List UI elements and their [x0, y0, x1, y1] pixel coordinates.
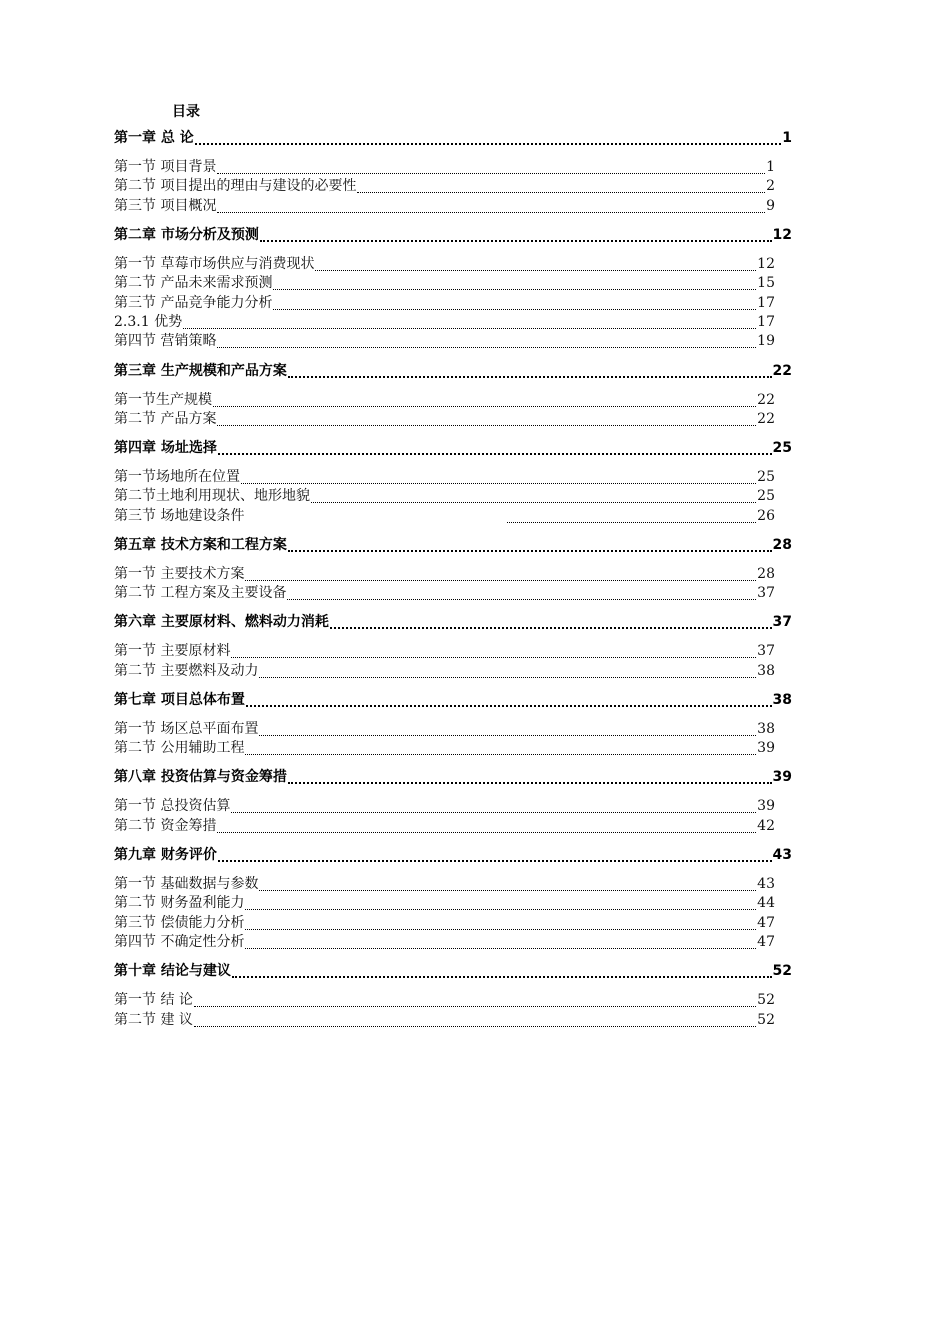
dot-leader — [218, 452, 772, 455]
toc-section-entry — [114, 391, 775, 410]
dot-leader — [231, 656, 756, 658]
dot-leader — [232, 975, 772, 978]
toc-page-number: 28 — [772, 537, 792, 553]
toc-section-entry — [114, 158, 775, 177]
toc-chapter-entry — [114, 691, 792, 710]
toc-chapter-entry — [114, 129, 792, 148]
toc-page-number: 47 — [757, 915, 775, 931]
toc-entry-label: 第二节 工程方案及主要设备 — [114, 585, 287, 601]
toc-entry-label: 2.3.1 优势 — [114, 314, 183, 330]
toc-chapter-entry — [114, 226, 792, 245]
dot-leader — [217, 172, 765, 174]
toc-page-number: 43 — [757, 876, 775, 892]
toc-section-entry — [114, 933, 775, 952]
dot-leader — [245, 928, 756, 930]
dot-leader — [259, 734, 756, 736]
toc-page-number: 37 — [772, 614, 792, 630]
toc-page-number: 1 — [766, 159, 775, 175]
dot-leader — [217, 346, 756, 348]
toc-section-entry — [114, 332, 775, 351]
toc-page-number: 17 — [757, 295, 775, 311]
toc-chapter-entry — [114, 439, 792, 458]
toc-entry-label: 第六章 主要原材料、燃料动力消耗 — [114, 614, 329, 630]
toc-section-entry — [114, 274, 775, 293]
toc-entry-label: 第一节 主要技术方案 — [114, 566, 245, 582]
dot-leader — [241, 482, 756, 484]
toc-section-entry — [114, 662, 775, 681]
toc-section-entry — [114, 720, 775, 739]
dot-leader — [194, 1025, 756, 1027]
toc-page-number: 52 — [757, 1012, 775, 1028]
toc-page-number: 39 — [772, 769, 792, 785]
toc-page-number: 42 — [757, 818, 775, 834]
toc-entry-label: 第一节 基础数据与参数 — [114, 876, 259, 892]
toc-entry-label: 第一节 结 论 — [114, 992, 193, 1008]
toc-page-number: 37 — [757, 585, 775, 601]
toc-entry-label: 第三节 偿债能力分析 — [114, 915, 245, 931]
dot-leader — [288, 375, 772, 378]
toc-section-entry — [114, 642, 775, 661]
toc-page-number: 39 — [757, 798, 775, 814]
toc-page-number: 15 — [757, 275, 775, 291]
dot-leader — [217, 424, 756, 426]
dot-leader — [217, 211, 765, 213]
dot-leader — [287, 598, 756, 600]
toc-page-number: 26 — [757, 508, 775, 524]
toc-entry-label: 第一节生产规模 — [114, 392, 212, 408]
toc-section-entry — [114, 817, 775, 836]
toc-entry-label: 第一章 总 论 — [114, 130, 194, 146]
dot-leader — [245, 753, 756, 755]
toc-chapter-entry — [114, 613, 792, 632]
dot-leader — [231, 811, 756, 813]
toc-entry-label: 第四节 营销策略 — [114, 333, 217, 349]
toc-entry-label: 第二节 产品未来需求预测 — [114, 275, 273, 291]
toc-page-number: 12 — [757, 256, 775, 272]
toc-page-number: 38 — [772, 692, 792, 708]
toc-section-entry — [114, 197, 775, 216]
dot-leader — [195, 142, 782, 145]
toc-entry-label: 第二节土地利用现状、地形地貌 — [114, 488, 310, 504]
toc-section-entry — [114, 255, 775, 274]
dot-leader — [213, 405, 756, 407]
toc-section-entry — [114, 1011, 775, 1030]
dot-leader — [259, 676, 756, 678]
dot-leader — [245, 908, 756, 910]
toc-entry-label: 第三节 场地建设条件 — [114, 508, 245, 524]
toc-chapter-entry — [114, 962, 792, 981]
toc-page-number: 52 — [772, 963, 792, 979]
toc-section-entry — [114, 410, 775, 429]
toc-page-number: 38 — [757, 663, 775, 679]
toc-page-number: 44 — [757, 895, 775, 911]
toc-page-number: 9 — [766, 198, 775, 214]
toc-entry-label: 第二节 产品方案 — [114, 411, 217, 427]
toc-section-entry — [114, 739, 775, 758]
toc-section-entry — [114, 584, 775, 603]
toc-page-number: 25 — [757, 488, 775, 504]
toc-page-number: 17 — [757, 314, 775, 330]
toc-entry-label: 第七章 项目总体布置 — [114, 692, 245, 708]
dot-leader — [245, 579, 756, 581]
toc-section-entry — [114, 507, 775, 526]
toc-entry-label: 第五章 技术方案和工程方案 — [114, 537, 287, 553]
toc-section-entry — [114, 468, 775, 487]
dot-leader — [273, 308, 756, 310]
toc-page-number: 1 — [782, 130, 792, 146]
toc-page-number: 19 — [757, 333, 775, 349]
dot-leader — [218, 859, 772, 862]
toc-entry-label: 第二节 主要燃料及动力 — [114, 663, 259, 679]
toc-entry-label: 第二节 公用辅助工程 — [114, 740, 245, 756]
dot-leader — [194, 1005, 756, 1007]
toc-page-number: 28 — [757, 566, 775, 582]
toc-entry-label: 第三章 生产规模和产品方案 — [114, 363, 287, 379]
toc-entry-label: 第二节 项目提出的理由与建设的必要性 — [114, 178, 357, 194]
dot-leader — [357, 191, 765, 193]
toc-section-entry — [114, 797, 775, 816]
dot-leader — [273, 288, 756, 290]
dot-leader — [217, 831, 756, 833]
toc-page-number: 47 — [757, 934, 775, 950]
toc-page-number: 2 — [766, 178, 775, 194]
toc-title: 目录 — [172, 104, 200, 120]
dot-leader — [315, 269, 756, 271]
toc-page-number: 22 — [772, 363, 792, 379]
toc-page-number: 37 — [757, 643, 775, 659]
toc-chapter-entry — [114, 536, 792, 555]
dot-leader — [260, 239, 772, 242]
toc-entry-label: 第九章 财务评价 — [114, 847, 217, 863]
toc-section-entry — [114, 991, 775, 1010]
toc-page-number: 25 — [772, 440, 792, 456]
toc-entry-label: 第二节 财务盈利能力 — [114, 895, 245, 911]
toc-page-number: 52 — [757, 992, 775, 1008]
toc-entry-label: 第四节 不确定性分析 — [114, 934, 245, 950]
toc-entry-label: 第二节 资金筹措 — [114, 818, 217, 834]
toc-page-number: 25 — [757, 469, 775, 485]
toc-entry-label: 第一节 总投资估算 — [114, 798, 231, 814]
toc-entry-label: 第一节 主要原材料 — [114, 643, 231, 659]
toc-page-number: 22 — [757, 411, 775, 427]
toc-section-entry — [114, 914, 775, 933]
dot-leader — [183, 327, 756, 329]
toc-section-entry — [114, 894, 775, 913]
toc-section-entry — [114, 487, 775, 506]
dot-leader — [507, 521, 756, 523]
toc-entry-label: 第二章 市场分析及预测 — [114, 227, 259, 243]
toc-entry-label: 第十章 结论与建议 — [114, 963, 231, 979]
toc-chapter-entry — [114, 362, 792, 381]
toc-entry-label: 第三节 项目概况 — [114, 198, 217, 214]
dot-leader — [246, 704, 772, 707]
dot-leader — [288, 549, 772, 552]
toc-entry-label: 第一节 场区总平面布置 — [114, 721, 259, 737]
toc-page-number: 43 — [772, 847, 792, 863]
toc-section-entry — [114, 875, 775, 894]
toc-chapter-entry — [114, 768, 792, 787]
toc-page-number: 39 — [757, 740, 775, 756]
toc-entry-label: 第三节 产品竞争能力分析 — [114, 295, 273, 311]
toc-entry-label: 第一节 草莓市场供应与消费现状 — [114, 256, 315, 272]
toc-entry-label: 第一节场地所在位置 — [114, 469, 240, 485]
toc-section-entry — [114, 177, 775, 196]
toc-entry-label: 第八章 投资估算与资金筹措 — [114, 769, 287, 785]
dot-leader — [288, 781, 772, 784]
toc-page-number: 12 — [772, 227, 792, 243]
toc-page-number: 38 — [757, 721, 775, 737]
toc-entry-label: 第二节 建 议 — [114, 1012, 193, 1028]
dot-leader — [245, 947, 756, 949]
toc-section-entry — [114, 294, 775, 313]
toc-entry-label: 第一节 项目背景 — [114, 159, 217, 175]
toc-chapter-entry — [114, 846, 792, 865]
dot-leader — [311, 501, 756, 503]
toc-section-entry — [114, 565, 775, 584]
dot-leader — [259, 889, 756, 891]
toc-entry-label: 第四章 场址选择 — [114, 440, 217, 456]
toc-section-entry — [114, 313, 775, 332]
dot-leader — [330, 626, 772, 629]
toc-page-number: 22 — [757, 392, 775, 408]
